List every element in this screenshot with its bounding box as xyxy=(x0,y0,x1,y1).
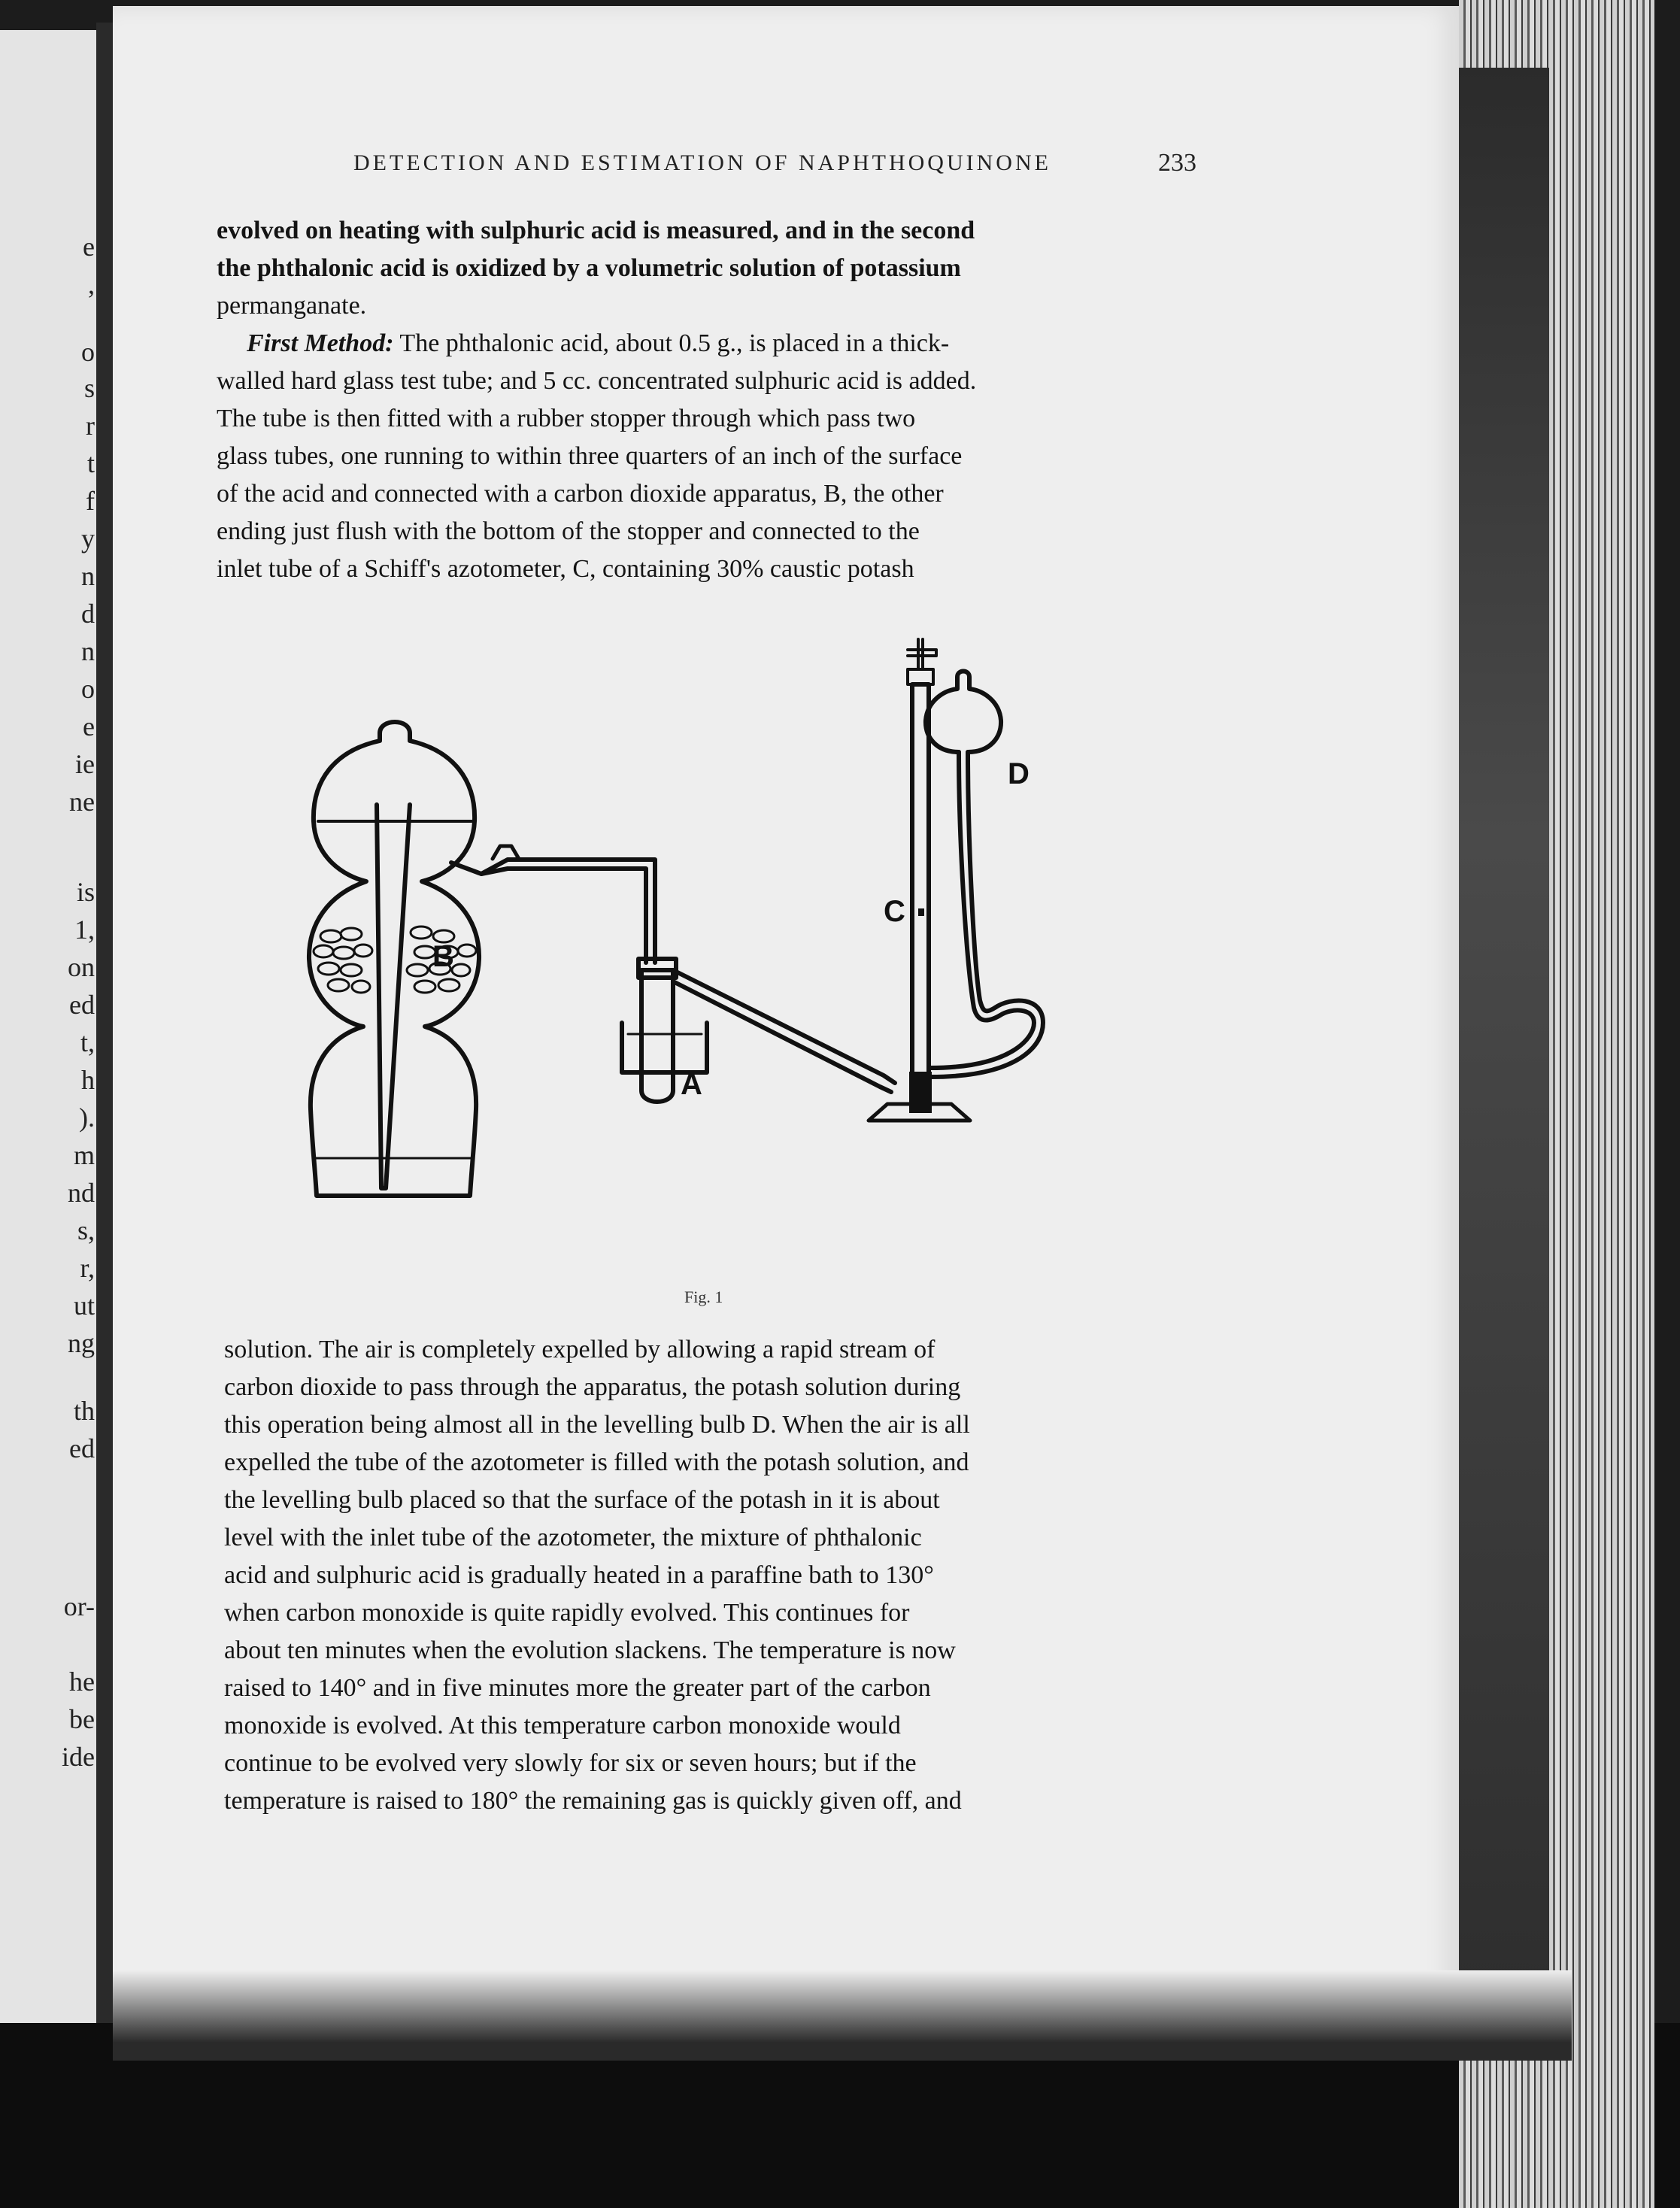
azotometer-mark xyxy=(918,908,924,916)
left-page-fragment: ide xyxy=(62,1742,95,1772)
left-page-fragment: be xyxy=(69,1704,95,1734)
left-page-fragment: ie xyxy=(75,749,95,779)
body-line: acid and sulphuric acid is gradually heated in a paraffine bath to 130° xyxy=(224,1561,934,1589)
left-page-fragment: on xyxy=(68,952,95,982)
left-page-fragment: or- xyxy=(63,1591,95,1621)
first-method-paragraph xyxy=(247,329,949,358)
body-line: The tube is then fitted with a rubber stopper through which pass two xyxy=(217,405,916,432)
body-line: ending just flush with the bottom of the stopper and connected to the xyxy=(217,517,920,545)
page-number: 233 xyxy=(1158,149,1196,177)
label-b: B xyxy=(432,940,454,973)
body-line: permanganate. xyxy=(217,292,367,320)
left-page-fragment: r, xyxy=(80,1253,95,1283)
body-line: level with the inlet tube of the azotometer, the mixture of phthalonic xyxy=(224,1524,922,1551)
left-page-fragment: nd xyxy=(68,1178,95,1208)
left-page-fragment: m xyxy=(73,1140,95,1170)
running-head: DETECTION AND ESTIMATION OF NAPHTHOQUINONE xyxy=(353,150,1051,175)
label-d: D xyxy=(1008,757,1030,790)
apparatus-figure xyxy=(297,617,1154,1271)
levelling-tube xyxy=(930,752,1034,1068)
body-line: expelled the tube of the azotometer is filled with the potash solution, and xyxy=(224,1448,969,1476)
left-page-fragment: s xyxy=(83,373,95,403)
page-edge-shadow xyxy=(1459,68,1549,1993)
body-line: temperature is raised to 180° the remaining gas is quickly given off, and xyxy=(224,1787,962,1815)
left-page-fragment: o xyxy=(81,337,95,367)
paraffine-bath xyxy=(622,1023,707,1072)
left-page-fragment: 1, xyxy=(74,914,95,945)
body-line: evolved on heating with sulphuric acid is measured, and in the second xyxy=(217,217,975,244)
body-line: continue to be evolved very slowly for six or seven hours; but if the xyxy=(224,1749,917,1777)
body-line: raised to 140° and in five minutes more the greater part of the carbon xyxy=(224,1674,931,1702)
left-page-fragment: t, xyxy=(80,1027,95,1057)
body-line: monoxide is evolved. At this temperature carbon monoxide would xyxy=(224,1712,901,1739)
label-c: C xyxy=(884,895,905,928)
body-line: walled hard glass test tube; and 5 cc. concentrated sulphuric acid is added. xyxy=(217,367,977,395)
left-page-fragment: ed xyxy=(69,1433,95,1463)
left-page-fragment: y xyxy=(81,523,95,554)
left-page-fragment: ). xyxy=(79,1102,95,1133)
first-method-label: First Method: xyxy=(247,329,394,357)
body-line: inlet tube of a Schiff's azotometer, C, containing 30% caustic potash xyxy=(217,555,914,583)
left-page-fragment: ed xyxy=(69,990,95,1020)
left-page-fragment: n xyxy=(81,636,95,666)
left-page-fragment: ne xyxy=(69,787,95,817)
figure-caption: Fig. 1 xyxy=(684,1287,723,1306)
left-page-fragment: ut xyxy=(73,1291,95,1321)
body-line: carbon dioxide to pass through the apparatus, the potash solution during xyxy=(224,1373,961,1401)
left-page-fragment: h xyxy=(81,1065,95,1095)
body-line: the phthalonic acid is oxidized by a volumetric solution of potassium xyxy=(217,254,961,282)
thistle-funnel xyxy=(377,805,410,1188)
test-tube xyxy=(641,970,673,1102)
body-line: of the acid and connected with a carbon dioxide apparatus, B, the other xyxy=(217,480,944,508)
left-page-sliver xyxy=(0,30,107,2023)
left-page-fragment: r xyxy=(86,411,95,441)
left-page-fragment: d xyxy=(81,599,95,629)
body-line: when carbon monoxide is quite rapidly evolved. This continues for xyxy=(224,1599,910,1627)
left-page-fragment: , xyxy=(88,269,95,299)
left-page-fragment: t xyxy=(86,448,95,478)
body-line: solution. The air is completely expelled by allowing a rapid stream of xyxy=(224,1336,936,1363)
azotometer-base-plug xyxy=(909,1072,932,1113)
left-page-fragment: ng xyxy=(68,1328,95,1358)
left-page-fragment: s, xyxy=(77,1215,95,1245)
body-line: this operation being almost all in the levelling bulb D. When the air is all xyxy=(224,1411,970,1439)
azotometer-tube xyxy=(912,684,929,1084)
body-line: the levelling bulb placed so that the surface of the potash in it is about xyxy=(224,1486,940,1514)
page-bottom-shadow xyxy=(113,1970,1572,2061)
body-line: about ten minutes when the evolution slackens. The temperature is now xyxy=(224,1636,956,1664)
left-page-fragment: e xyxy=(83,232,95,262)
levelling-bulb xyxy=(926,672,1001,753)
left-page-fragment: is xyxy=(76,877,95,907)
left-page-fragment: he xyxy=(69,1667,95,1697)
label-a: A xyxy=(681,1068,702,1101)
left-page-fragment: th xyxy=(73,1396,95,1426)
body-line: The phthalonic acid, about 0.5 g., is placed in a thick- xyxy=(393,329,950,357)
body-line: glass tubes, one running to within three quarters of an inch of the surface xyxy=(217,442,963,470)
left-page-fragment: n xyxy=(81,561,95,591)
left-page-fragment: e xyxy=(83,711,95,742)
left-page-fragment: f xyxy=(86,486,95,516)
left-page-fragment: o xyxy=(81,674,95,704)
